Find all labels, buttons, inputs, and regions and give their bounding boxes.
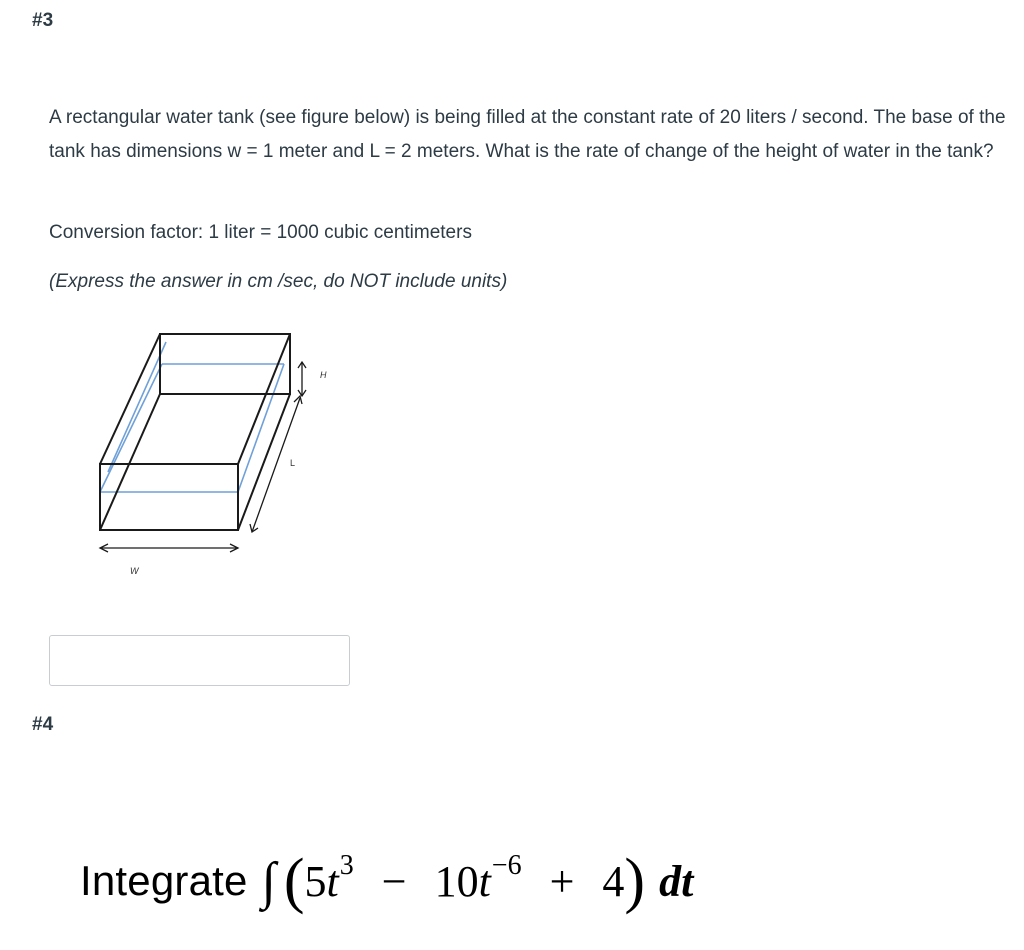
integral-sign: ∫ [261,852,276,910]
operator-plus: + [549,856,575,906]
tank-figure [88,322,348,584]
term-2 [434,849,522,907]
question-3-answer-note: (Express the answer in cm /sec, do NOT include units) [49,271,508,292]
open-paren: ( [283,847,305,915]
width-arrow [100,544,238,552]
close-paren: ) [624,847,646,915]
term-1-coefficient: 5 [304,856,327,906]
question-3-conversion-factor: Conversion factor: 1 liter = 1000 cubic centimeters [49,222,472,243]
term-1 [304,849,354,907]
label-l: L [290,458,296,468]
question-4-integral-prompt [80,836,693,926]
term-3: 4 [602,856,625,906]
integrate-label: Integrate [80,857,248,904]
term-1-variable: t [326,856,339,906]
question-4-number: #4 [32,714,54,735]
label-h: H [320,370,327,380]
answer-input[interactable] [49,635,350,686]
height-arrow [298,362,306,396]
differential: dt [659,856,694,906]
operator-minus: − [381,856,407,906]
question-3-number: #3 [32,10,54,31]
term-2-coefficient: 10 [434,856,479,906]
question-3-prompt: A rectangular water tank (see figure below) is being filled at the constant rate of 20 liters / second. The base of the tank has dimensions w = 1 meter and L = 2 meters. What is the rate of change of the height of water in the tank? [49,107,1006,162]
term-2-exponent: −6 [491,849,522,881]
label-w: W [130,566,139,576]
term-2-variable: t [478,856,491,906]
term-1-exponent: 3 [339,849,354,881]
